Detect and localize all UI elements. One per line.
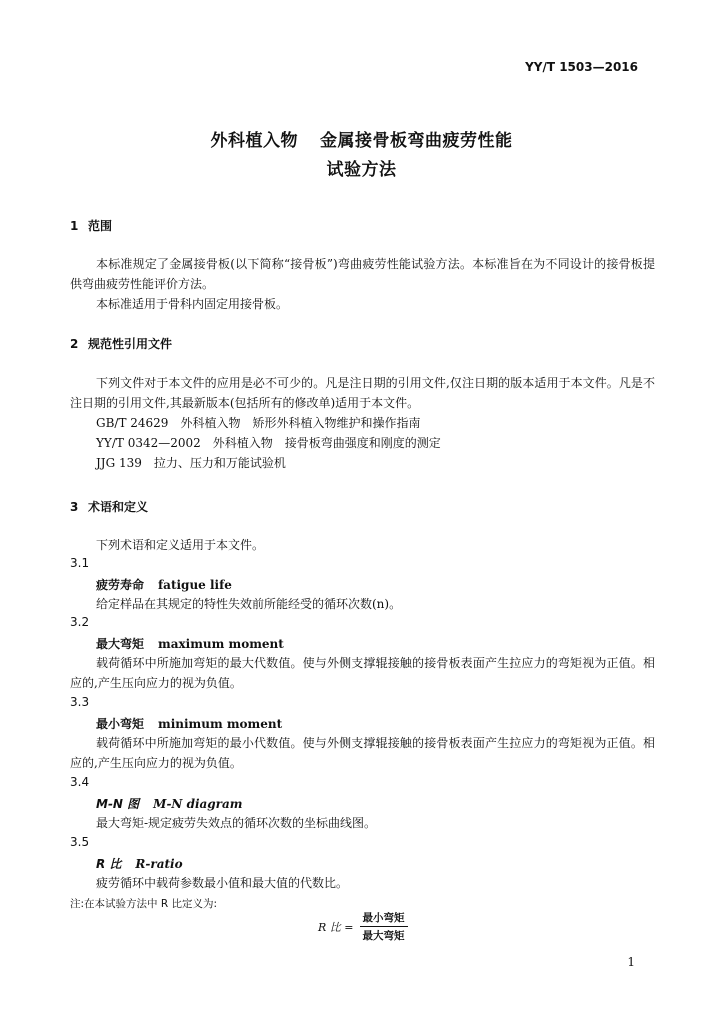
term-clause-number: 3.3 (70, 695, 90, 709)
section-1-paragraph-2: 本标准适用于骨科内固定用接骨板。 (96, 297, 289, 311)
term-definition: 最大弯矩-规定疲劳失效点的循环次数的坐标曲线图。 (96, 816, 377, 830)
term-heading: 最大弯矩 maximum moment (96, 637, 284, 651)
formula-denominator: 最大弯矩 (362, 930, 405, 942)
term-clause-number: 3.1 (70, 556, 90, 570)
term-clause-number: 3.2 (70, 615, 90, 629)
reference-item: GB/T 24629 外科植入物 矫形外科植入物维护和操作指南 (96, 416, 421, 430)
term-heading: M-N 图 M-N diagram (96, 797, 243, 811)
term-definition: 载荷循环中所施加弯矩的最小代数值。使与外侧支撑辊接触的接骨板表面产生拉应力的弯矩视为正值。相应的,产生压向应力的视为负值。 (70, 736, 655, 770)
reference-item: YY/T 0342—2002 外科植入物 接骨板弯曲强度和刚度的测定 (96, 436, 441, 450)
section-2-paragraph-1: 下列文件对于本文件的应用是必不可少的。凡是注日期的引用文件,仅注日期的版本适用于本文件。凡是不注日期的引用文件,其最新版本(包括所有的修改单)适用于本文件。 (70, 376, 655, 410)
section-2-heading: 2 规范性引用文件 (70, 337, 173, 351)
fraction-bar (360, 926, 408, 927)
term-heading: 疲劳寿命 fatigue life (96, 578, 232, 592)
document-title-line2: 试验方法 (326, 160, 397, 180)
formula-numerator: 最小弯矩 (362, 912, 405, 924)
section-1-paragraph-1: 本标准规定了金属接骨板(以下简称“接骨板”)弯曲疲劳性能试验方法。本标准旨在为不同设计的接骨板提供弯曲疲劳性能评价方法。 (70, 257, 655, 291)
reference-item: JJG 139 拉力、压力和万能试验机 (96, 456, 286, 470)
term-heading: 最小弯矩 minimum moment (96, 717, 283, 731)
term-clause-number: 3.5 (70, 835, 90, 849)
note: 注:在本试验方法中 R 比定义为: (70, 898, 218, 910)
term-clause-number: 3.4 (70, 775, 90, 789)
section-3-heading: 3 术语和定义 (70, 500, 149, 514)
page-number: 1 (627, 955, 635, 969)
formula-fraction (360, 910, 408, 943)
section-1-heading: 1 范围 (70, 219, 113, 233)
term-definition: 给定样品在其规定的特性失效前所能经受的循环次数(n)。 (96, 597, 402, 611)
section-3-intro: 下列术语和定义适用于本文件。 (96, 538, 265, 552)
term-definition: 载荷循环中所施加弯矩的最大代数值。使与外侧支撑辊接触的接骨板表面产生拉应力的弯矩视为正值。相应的,产生压向应力的视为负值。 (70, 656, 655, 690)
formula-lhs: R 比 = (318, 920, 354, 934)
document-title-line1: 外科植入物 金属接骨板弯曲疲劳性能 (210, 131, 513, 151)
term-definition: 疲劳循环中载荷参数最小值和最大值的代数比。 (96, 876, 349, 890)
section-1-body (70, 254, 655, 314)
r-ratio-formula (318, 910, 408, 943)
standard-code: YY/T 1503—2016 (525, 60, 638, 74)
section-2-body (70, 373, 655, 473)
term-heading: R 比 R-ratio (96, 857, 183, 871)
